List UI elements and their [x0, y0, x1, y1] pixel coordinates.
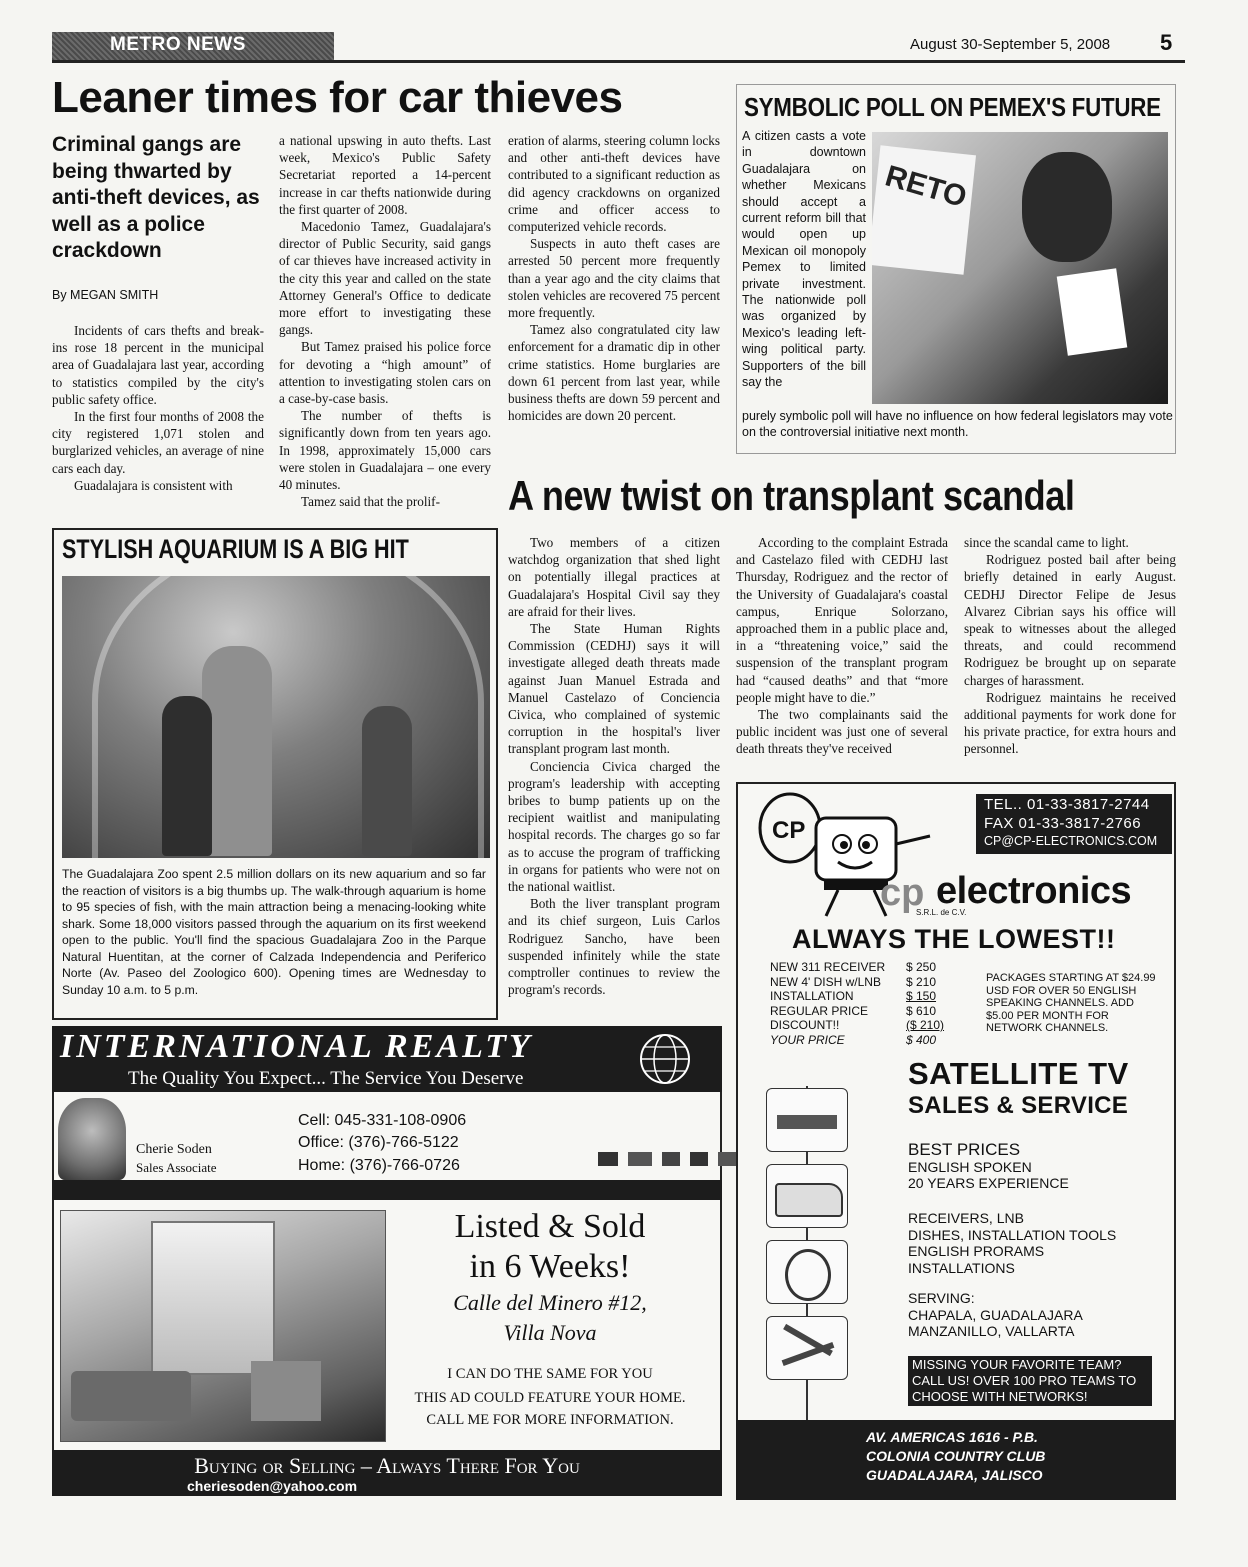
feature-item: ENGLISH SPOKEN	[908, 1158, 1032, 1175]
paragraph: Tamez also congratulated city law enforcement for a dramatic dip in other crime statistics. Home burglaries are down 61 percent from last year, while business thefts are down 59 percent and homicides are down 20 percent.	[508, 322, 720, 424]
transplant-column-2	[736, 534, 948, 758]
listing-address: Calle del Minero #12,	[453, 1290, 647, 1315]
cp-fax: FAX 01-33-3817-2766	[984, 815, 1142, 832]
paragraph: Rodriguez posted bail after being briefly detained in early August. CEDHJ Director Felipe de Jesus Alvarez Cibrian says his office will speak to witnesses about the alleged threats, and could recommend Rodriguez be brought up on separate charges of harassment.	[964, 552, 1176, 688]
price-row: NEW 311 RECEIVER $ 250	[770, 960, 937, 974]
realty-email: cheriesoden@yahoo.com	[186, 1478, 358, 1494]
deck-car-thieves: Criminal gangs are being thwarted by anti-theft devices, as well as a police crackdown	[52, 133, 260, 262]
paragraph: a national upswing in auto thefts. Last week, Mexico's Public Safety Secretariat reported a 14-percent increase in car thefts nationwide during the first quarter of 2008.	[279, 133, 491, 217]
cp-products	[908, 1210, 1116, 1276]
cp-address	[866, 1428, 1166, 1485]
house-interior-photo	[60, 1210, 386, 1442]
cp-features	[908, 1142, 1069, 1192]
realty-pitch: CALL ME FOR MORE INFORMATION.	[426, 1412, 674, 1428]
cp-satellite-title: SATELLITE TV	[908, 1056, 1129, 1091]
cp-company-suffix: S.R.L. de C.V.	[916, 908, 967, 917]
thieves-column-3	[508, 132, 720, 424]
visitor-figure	[362, 706, 412, 856]
feature-item: 20 YEARS EXPERIENCE	[908, 1175, 1069, 1191]
page-number: 5	[1160, 30, 1173, 55]
agent-name: Cherie Soden	[136, 1142, 212, 1157]
realty-divider-band	[52, 1180, 722, 1200]
headline-transplant: A new twist on transplant scandal	[508, 472, 1075, 519]
agent-title: Sales Associate	[136, 1160, 217, 1175]
pemex-title: SYMBOLIC POLL ON PEMEX'S FUTURE	[744, 92, 1161, 122]
receiver-icon	[766, 1088, 848, 1152]
realtor-logo-icon	[690, 1152, 708, 1166]
listed-headline: in 6 Weeks!	[469, 1248, 631, 1285]
svg-text:CP: CP	[772, 817, 806, 844]
visitor-figure	[162, 696, 212, 856]
equal-housing-icon	[598, 1152, 618, 1166]
transplant-column-3	[964, 534, 1176, 758]
tools-icon	[766, 1316, 848, 1380]
realty-pitch: I CAN DO THE SAME FOR YOU	[447, 1366, 653, 1382]
poll-sign-text: RETO	[881, 159, 971, 215]
price-row: NEW 4' DISH w/LNB $ 210	[770, 974, 937, 989]
realty-name: INTERNATIONAL REALTY	[60, 1028, 533, 1065]
mls-logo-icon	[718, 1152, 738, 1166]
paragraph: The number of thefts is significantly down from ten years ago. In 1998, approximately 15,000 cars were stolen in Guadalajara – one every 40 minutes.	[279, 408, 491, 493]
paragraph: Guadalajara is consistent with	[74, 477, 233, 493]
product-item: DISHES, INSTALLATION TOOLS	[908, 1226, 1117, 1243]
cp-packages: PACKAGES STARTING AT $24.99 USD FOR OVER 50 ENGLISH SPEAKING CHANNELS. ADD $5.00 PER MONTH FOR NETWORK CHANNELS.	[986, 972, 1156, 1034]
paragraph: According to the complaint Estrada and Castelazo filed with CEDHJ last Thursday, Rodriguez and the rector of the University of Guadalajara's coastal campus, Enrique Solorzano, approached them in a public place and, in a “threatening voice,” said the suspension of the transplant program had “caused deaths” and that “more people might have to die.”	[736, 535, 948, 705]
thieves-column-2	[279, 132, 491, 510]
paragraph: The State Human Rights Commission (CEDHJ) says it will investigate alleged death threats made against Juan Manuel Estrada and Manuel Castelazo of Conciencia Civica, who complained of systemic corruption in the hospital's liver transplant program last month.	[508, 621, 720, 757]
agent-office-phone: Office: (376)-766-5122	[298, 1134, 459, 1151]
realtor-logo-icon	[662, 1152, 680, 1166]
cp-logo-name: electronics	[936, 870, 1132, 912]
price-row: DISCOUNT!! ($ 210)	[770, 1018, 945, 1032]
listed-headline: Listed & Sold	[454, 1208, 646, 1245]
realty-pitch: THIS AD COULD FEATURE YOUR HOME.	[414, 1390, 686, 1406]
price-row: INSTALLATION $ 150	[770, 989, 937, 1003]
serving-label: SERVING:	[908, 1290, 975, 1306]
address-line: AV. AMERICAS 1616 - P.B.	[866, 1429, 1038, 1445]
product-item: INSTALLATIONS	[908, 1259, 1015, 1276]
paragraph: Incidents of cars thefts and break-ins rose 18 percent in the municipal area of Guadalajara last year, according to statistics compiled by the city's public safety office.	[52, 323, 264, 407]
globe-icon	[636, 1030, 694, 1088]
realty-slogan: Buying or Selling – Always There For You	[194, 1453, 580, 1478]
paragraph: Tamez said that the prolif-	[301, 494, 440, 510]
aquarium-photo	[62, 576, 490, 858]
address-line: GUADALAJARA, JALISCO	[866, 1467, 1043, 1483]
byline: By MEGAN SMITH	[52, 288, 159, 302]
cp-missing-team: MISSING YOUR FAVORITE TEAM? CALL US! OVER 100 PRO TEAMS TO CHOOSE WITH NETWORKS!	[912, 1357, 1137, 1405]
visitor-figure	[202, 646, 272, 856]
aquarium-caption: The Guadalajara Zoo spent 2.5 million dollars on its new aquarium and so far the reaction of visitors is a big thumbs up. The walk-through aquarium is home to 95 species of fish, with the main attraction being a menacing-looking white shark. Some 18,000 visitors passed through the aquarium on its first weekend open to the public. You'll find the spacious Guadalajara Zoo in the Parque Natural Huentitan, at the corner of Calzada Independencia and Periferico Norte (Av. Paseo del Zoologico 600). Opening times are Wednesday to Sunday 10 a.m. to 5 p.m.	[62, 867, 486, 997]
cp-phone: TEL.. 01-33-3817-2744	[984, 796, 1150, 813]
paragraph: since the scandal came to light.	[964, 535, 1129, 550]
poll-sign	[872, 145, 976, 274]
product-item: ENGLISH PRORAMS	[908, 1243, 1045, 1259]
agent-cell-phone: Cell: 045-331-108-0906	[298, 1112, 467, 1129]
serving-item: MANZANILLO, VALLARTA	[908, 1323, 1075, 1339]
issue-date: August 30-September 5, 2008	[910, 36, 1111, 53]
voter-figure	[1022, 152, 1112, 262]
address-line: COLONIA COUNTRY CLUB	[866, 1448, 1046, 1464]
price-row: REGULAR PRICE $ 610	[770, 1003, 937, 1018]
paragraph: Two members of a citizen watchdog organization that shed light on potentially illegal practices at Guadalajara's Hospital Civil say they are afraid for their lives.	[508, 535, 720, 619]
paragraph: The two complainants said the public incident was just one of several death threats they've received	[736, 707, 948, 757]
sofa	[71, 1371, 191, 1421]
ballot-icon	[1057, 268, 1128, 356]
thieves-column-1	[52, 322, 264, 494]
paragraph: Suspects in auto theft cases are arrested 50 percent more frequently than a year ago and the city claims that stolen vehicles are recovered 75 percent more frequently.	[508, 236, 720, 321]
pemex-photo	[872, 132, 1168, 404]
tunnel-arch	[92, 576, 484, 858]
paragraph: eration of alarms, steering column locks and other anti-theft devices have contributed to a significant reduction as did agency crackdowns on organized crime and officer access to computerized vehicle records.	[508, 133, 720, 235]
agent-home-phone: Home: (376)-766-0726	[298, 1157, 460, 1174]
pemex-caption-bottom: purely symbolic poll will have no influence on how federal legislators may vote on the controversial initiative next month.	[742, 409, 1173, 440]
product-item: RECEIVERS, LNB	[908, 1210, 1024, 1226]
listing-address: Villa Nova	[503, 1320, 597, 1345]
headline-car-thieves: Leaner times for car thieves	[52, 73, 623, 122]
feature-item: BEST PRICES	[908, 1140, 1021, 1159]
fireplace	[251, 1361, 321, 1421]
serving-item: CHAPALA, GUADALAJARA	[908, 1306, 1083, 1323]
agent-photo	[58, 1098, 126, 1180]
cp-logo-mark: cp	[880, 872, 925, 914]
cp-satellite-subtitle: SALES & SERVICE	[908, 1092, 1129, 1119]
cp-email: CP@CP-ELECTRONICS.COM	[984, 834, 1158, 848]
paragraph: Macedonio Tamez, Guadalajara's director of Public Security, said gangs of car thieves have increased activity in the city this year and called on the state Attorney General's Office to dedicate more effort to investigating these gangs.	[279, 219, 491, 338]
transplant-column-1	[508, 534, 720, 998]
realtor-logo-icon	[628, 1152, 652, 1166]
paragraph: Rodriguez maintains he received additional payments for work done for his private practice, for extra hours and personnel.	[964, 689, 1176, 757]
section-label: METRO NEWS	[110, 34, 246, 55]
realty-tagline: The Quality You Expect... The Service You Deserve	[128, 1068, 524, 1089]
satellite-dish-icon	[766, 1240, 848, 1304]
window-arch	[151, 1221, 275, 1375]
realtor-logos	[598, 1152, 738, 1171]
paragraph: In the first four months of 2008 the city registered 1,071 stolen and burglarized vehicles, an average of nine cars each day.	[52, 409, 264, 476]
cp-price-list	[770, 960, 980, 1047]
header-rule	[52, 60, 1185, 63]
cp-service-area	[908, 1290, 1083, 1340]
cp-headline: ALWAYS THE LOWEST!!	[792, 924, 1116, 954]
pemex-caption-top: A citizen casts a vote in downtown Guadalajara on whether Mexicans should accept a current reform bill that would open up Mexican oil monopoly Pemex to limited private investment. The nationwide poll was organized by Mexico's leading left-wing political party. Supporters of the bill say the	[742, 129, 866, 390]
paragraph: Both the liver transplant program and its chief surgeon, Luis Carlos Rodriguez Sancho, have been suspended infinitely while the state comptroller continues to review the program's records.	[508, 896, 720, 998]
paragraph: Conciencia Civica charged the program's leadership with accepting bribes to bump patients up on the recipient waitlist and manipulating hospital records. The charges go so far as to accuse the program of trafficking in organs for patients who were not on the national waitlist.	[508, 758, 720, 895]
paragraph: But Tamez praised his police force for devoting a “high amount” of attention to investigating stolen cars on a case-by-case basis.	[279, 339, 491, 407]
service-van-icon	[766, 1164, 848, 1228]
price-row: YOUR PRICE $ 400	[770, 1032, 937, 1047]
aquarium-title: STYLISH AQUARIUM IS A BIG HIT	[62, 534, 409, 564]
